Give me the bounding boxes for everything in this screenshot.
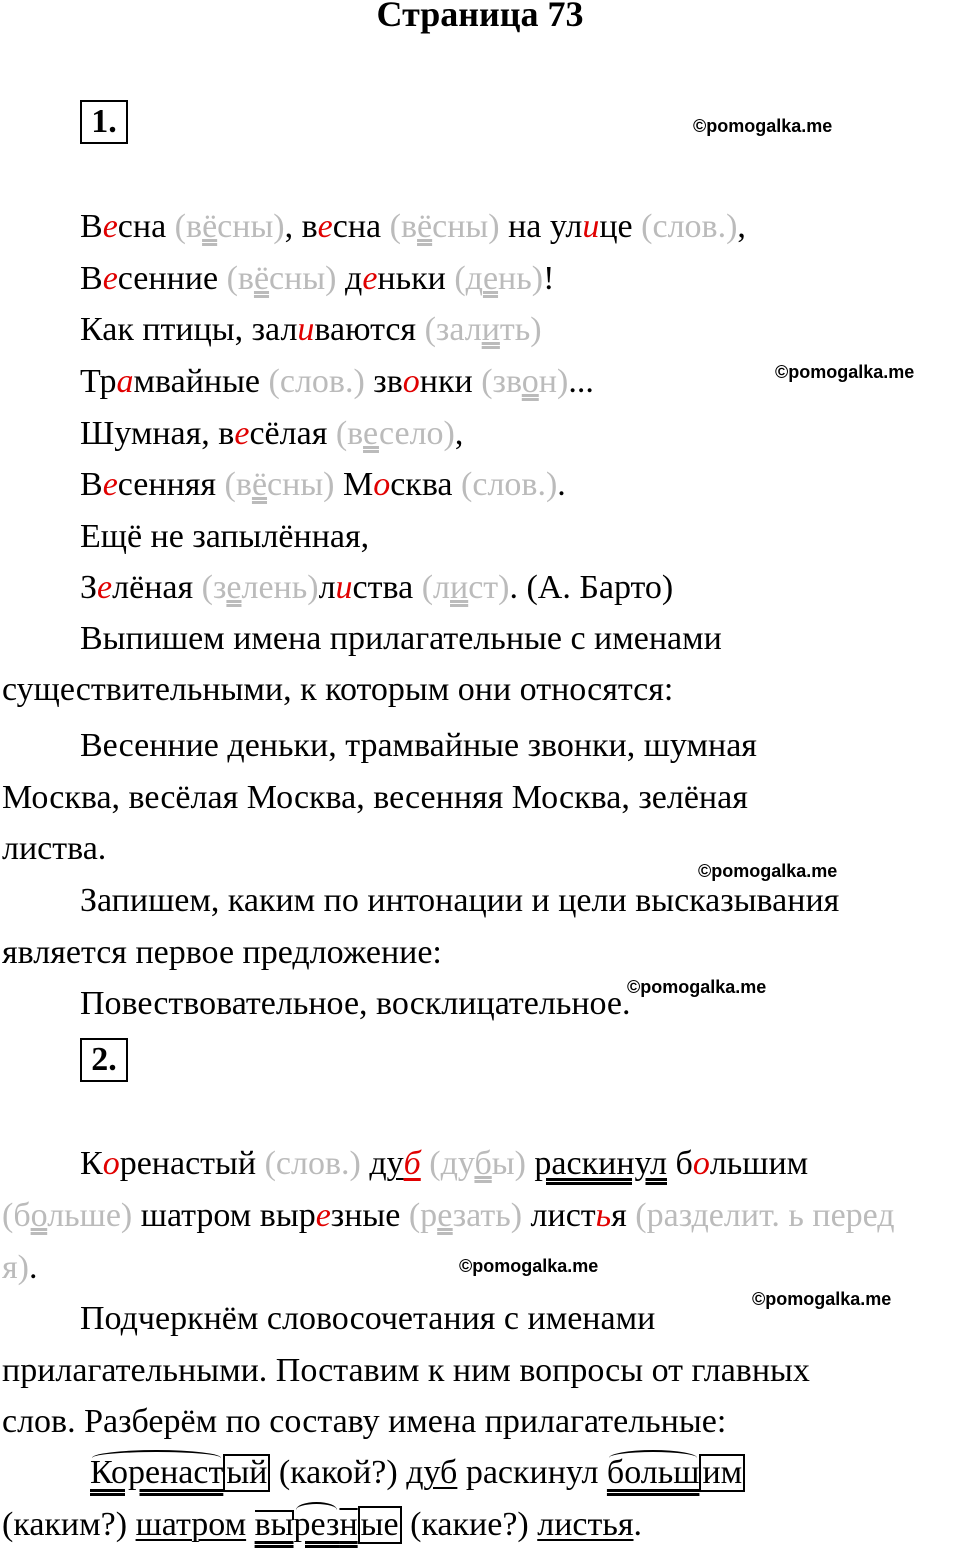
check-word-hint: (в: [174, 208, 203, 245]
text-line: [2, 1190, 895, 1242]
text: сёлая: [249, 415, 336, 452]
check-letter: е: [363, 415, 379, 452]
text: сква: [390, 466, 462, 503]
ending-morpheme: ые: [358, 1506, 402, 1544]
watermark: ©pomogalka.me: [693, 116, 833, 136]
spelling-letter: е: [317, 208, 333, 245]
text: Повествовательное, восклицательное.: [80, 985, 631, 1022]
root-morpheme: больш: [606, 1454, 700, 1491]
text-line: [80, 511, 369, 563]
text: сенние: [117, 260, 227, 297]
text-line: [90, 1447, 745, 1499]
ending-morpheme: им: [699, 1454, 745, 1492]
check-letter: о: [521, 363, 539, 400]
check-word-hint: (в: [389, 208, 418, 245]
text: Москва, весёлая Москва, весенняя Москва, зелёная: [2, 779, 748, 816]
text: раскинул: [457, 1454, 607, 1491]
check-word-hint: село): [378, 415, 455, 452]
text: (какие?): [401, 1506, 538, 1543]
spelling-letter: е: [102, 260, 118, 297]
text: лист: [522, 1197, 596, 1234]
text: существительными, к которым они относятся:: [2, 671, 674, 708]
text: д: [336, 260, 363, 297]
check-letter: ё: [417, 208, 433, 245]
ending-morpheme: ый: [223, 1454, 270, 1492]
spelling-letter: е: [97, 569, 113, 606]
underlined-word: дуб: [406, 1454, 458, 1491]
check-word-hint: (б: [2, 1197, 31, 1234]
text-line: [2, 1396, 726, 1448]
text: В: [80, 466, 103, 503]
text-line: [2, 927, 442, 979]
text: Запишем, каким по интонации и цели высказывания: [80, 882, 840, 919]
task-number-2: 2.: [80, 1038, 128, 1082]
spelling-letter: е: [102, 466, 118, 503]
underlined-word: ду: [369, 1145, 404, 1182]
watermark: ©pomogalka.me: [752, 1289, 892, 1309]
spelling-letter: е: [315, 1197, 331, 1234]
text-line: [80, 720, 757, 772]
text: (каким?): [2, 1506, 136, 1543]
spelling-letter: о: [692, 1145, 710, 1182]
text-line: [80, 1138, 808, 1190]
spelling-letter: и: [582, 208, 600, 245]
text: ства: [352, 569, 422, 606]
check-letter: ё: [253, 260, 270, 297]
text: сенняя: [117, 466, 225, 503]
check-word-hint: льше): [47, 1197, 133, 1234]
page-title: Страница 73: [376, 0, 584, 34]
check-letter: ё: [251, 466, 268, 503]
check-word-hint: (слов.): [461, 466, 558, 503]
watermark: ©pomogalka.me: [698, 861, 838, 881]
text: ...: [568, 363, 594, 400]
check-word-hint: я): [2, 1249, 29, 1286]
text: нки: [419, 363, 482, 400]
text: листва.: [2, 830, 107, 867]
check-word-hint: сны): [217, 208, 285, 245]
check-word-hint: сны): [267, 466, 335, 503]
text: на ул: [499, 208, 583, 245]
check-letter: и: [450, 569, 469, 606]
check-word-hint: (д: [454, 260, 483, 297]
check-word-hint: ть): [499, 311, 542, 348]
spelling-letter-underlined: б: [403, 1145, 421, 1182]
underlined-word: листья: [537, 1506, 634, 1543]
check-word-hint: (слов.): [268, 363, 365, 400]
watermark: ©pomogalka.me: [775, 362, 915, 382]
underlined-word: шатром: [135, 1506, 247, 1543]
root-morpheme: рез: [293, 1506, 340, 1543]
check-word-hint: (в: [335, 415, 364, 452]
text: б: [667, 1145, 693, 1182]
spelling-letter: о: [402, 363, 420, 400]
text: Выпишем имена прилагательные с именами: [80, 620, 722, 657]
check-word-hint: (з: [201, 569, 227, 606]
check-word-hint: сны): [269, 260, 337, 297]
text: сна: [117, 208, 175, 245]
text: .: [28, 1249, 38, 1286]
check-word-hint: (ду: [429, 1145, 475, 1182]
check-word-hint: (слов.): [641, 208, 738, 245]
check-word-hint: (л: [421, 569, 450, 606]
text-line: [80, 201, 746, 253]
text: М: [334, 466, 374, 503]
check-word-hint: (зал: [424, 311, 482, 348]
text-line: [80, 459, 566, 511]
text: ,: [454, 415, 464, 452]
check-word-hint: (в: [224, 466, 252, 503]
text: !: [543, 260, 555, 297]
check-letter: и: [481, 311, 500, 348]
text: З: [80, 569, 98, 606]
text: Подчеркнём словосочетания с именами: [80, 1300, 656, 1337]
watermark: ©pomogalka.me: [627, 977, 767, 997]
spelling-letter: е: [234, 415, 250, 452]
spelling-letter: е: [102, 208, 118, 245]
check-word-hint: (зв: [481, 363, 522, 400]
text: слов. Разберём по составу имена прилагательные:: [2, 1403, 727, 1440]
text: Как птицы, зал: [80, 311, 298, 348]
text: я: [611, 1197, 636, 1234]
text: [421, 1145, 430, 1182]
check-word-hint: лень): [241, 569, 319, 606]
text: прилагательными. Поставим к ним вопросы от главных: [2, 1352, 810, 1389]
text: це: [599, 208, 642, 245]
spelling-letter: и: [297, 311, 315, 348]
text: ньки: [377, 260, 455, 297]
text: л: [318, 569, 336, 606]
spelling-letter: о: [102, 1145, 120, 1182]
check-word-hint: (в: [226, 260, 254, 297]
check-word-hint: ст): [468, 569, 510, 606]
predicate-word: раскинул: [534, 1145, 667, 1182]
check-word-hint: (р: [408, 1197, 438, 1234]
text: шатром выр: [132, 1197, 316, 1234]
text-line: [80, 562, 673, 614]
check-letter: е: [437, 1197, 453, 1234]
check-word-hint: (слов.): [264, 1145, 361, 1182]
text: В: [80, 208, 103, 245]
check-word-hint: зать): [452, 1197, 523, 1234]
text-line: [2, 1242, 37, 1294]
text: .: [557, 466, 566, 503]
text: К: [80, 1145, 103, 1182]
text: Ещё не запылённая,: [80, 518, 370, 555]
spelling-letter: е: [362, 260, 378, 297]
text-line: [2, 823, 106, 875]
text-line: [80, 253, 554, 305]
text: ваются: [314, 311, 425, 348]
text: лёная: [112, 569, 202, 606]
text-line: [2, 1345, 810, 1397]
text: [246, 1506, 255, 1543]
text: ренастый: [119, 1145, 265, 1182]
check-letter: е: [482, 260, 499, 297]
text: мвайные: [133, 363, 269, 400]
text: сна: [332, 208, 390, 245]
text: Шумная, в: [80, 415, 235, 452]
check-letter: ё: [202, 208, 218, 245]
prefix-morpheme: вы: [254, 1506, 294, 1543]
root-morpheme: Коренаст: [90, 1454, 224, 1491]
spelling-letter: и: [335, 569, 353, 606]
suffix-morpheme: н: [339, 1506, 358, 1543]
text: ,: [737, 208, 746, 245]
text: Весенние деньки, трамвайные звонки, шумная: [80, 727, 757, 764]
spelling-letter: а: [116, 363, 134, 400]
text-line: [2, 664, 673, 716]
text: льшим: [709, 1145, 809, 1182]
spelling-letter: о: [373, 466, 391, 503]
check-letter: о: [30, 1197, 48, 1234]
text-line: [80, 613, 722, 665]
watermark: ©pomogalka.me: [459, 1256, 599, 1276]
check-word-hint: (разделит. ь перед: [635, 1197, 895, 1234]
check-word-hint: н): [538, 363, 569, 400]
text-line: [80, 1293, 655, 1345]
text: .: [633, 1506, 642, 1543]
text-line: [80, 875, 839, 927]
check-word-hint: ы): [491, 1145, 526, 1182]
text-line: [80, 978, 631, 1030]
text: Тр: [80, 363, 117, 400]
text: зные: [330, 1197, 409, 1234]
check-word-hint: сны): [432, 208, 500, 245]
text: . (А. Барто): [509, 569, 674, 606]
text: (какой?): [270, 1454, 407, 1491]
text-line: [2, 1499, 642, 1551]
text: зв: [364, 363, 403, 400]
spelling-letter: ь: [595, 1197, 612, 1234]
text-line: [80, 356, 594, 408]
check-letter: е: [226, 569, 242, 606]
text: , в: [284, 208, 318, 245]
text: является первое предложение:: [2, 934, 442, 971]
text-line: [80, 408, 463, 460]
text: В: [80, 260, 103, 297]
task-number-1: 1.: [80, 100, 128, 144]
text-line: [2, 772, 748, 824]
check-word-hint: нь): [498, 260, 544, 297]
text-line: [80, 304, 542, 356]
check-letter: б: [474, 1145, 492, 1182]
